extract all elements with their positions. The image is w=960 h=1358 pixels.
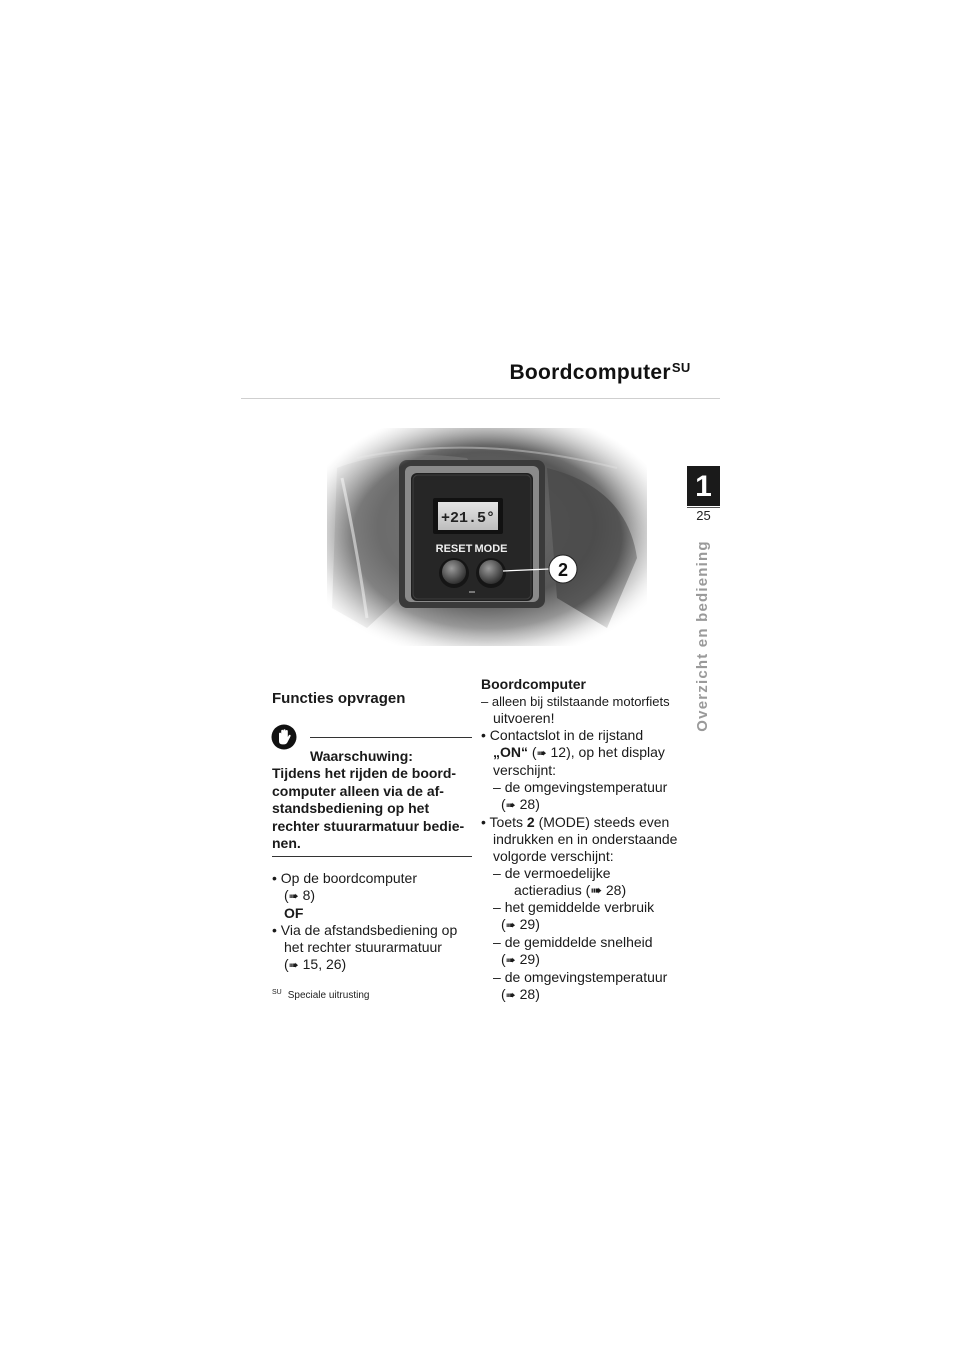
warning-text: Tijdens het rijden de boord-computer alleen via de af-standsbediening op het rechter stuurarmatuur bedie-nen. (272, 765, 465, 851)
section-heading: Functies opvragen (272, 690, 406, 707)
sub-item-ref: (➠ 29) (501, 916, 540, 932)
list-item-cont: het rechter stuurarmatuur (284, 938, 442, 955)
list-item-ref: (➠ 8) (284, 886, 316, 903)
left-column (272, 690, 472, 974)
list-item-cont: volgorde verschijnt: (493, 848, 614, 864)
page-title (480, 360, 720, 385)
sub-item: – de omgevingstemperatuur (493, 779, 668, 795)
page-title-text: Boordcomputer (509, 361, 671, 384)
right-column (481, 676, 681, 1004)
list-item: • Op de boordcomputer (272, 869, 417, 886)
instruction-list (272, 870, 472, 974)
list-item: – alleen bij stilstaande motorfiets (481, 694, 670, 709)
right-heading: Boordcomputer (481, 676, 586, 692)
list-item-cont: indrukken en in onderstaande (493, 831, 678, 847)
sub-item: – de gemiddelde snelheid (493, 934, 653, 950)
list-item: • Toets 2 (MODE) steeds even (481, 814, 670, 830)
sub-item: – de vermoedelijke (493, 865, 611, 881)
boordcomputer-photo (327, 428, 647, 646)
title-rule (241, 398, 720, 399)
page-number: 25 (696, 508, 711, 523)
section-side-label: Overzicht en bediening (694, 540, 711, 732)
warning-title: Waarschuwing: (310, 748, 413, 764)
list-item-or: OF (284, 904, 304, 921)
list-item: • Via de afstandsbediening op (272, 921, 458, 938)
list-item-ref: (➠ 15, 26) (284, 955, 347, 972)
sub-item-ref: (➠ 29) (501, 951, 540, 967)
page-title-superscript: SU (671, 360, 691, 375)
warning-box (272, 737, 472, 857)
footnote: $^{SU}$ Speciale uitrusting (272, 989, 370, 1001)
sub-item: – de omgevingstemperatuur (493, 969, 668, 985)
list-item-cont: „ON“ (➠ 12), op het display (493, 744, 665, 760)
sub-item-ref: (➠ 28) (501, 796, 540, 812)
list-item-cont: verschijnt: (493, 762, 557, 778)
list-item-cont: uitvoeren! (493, 710, 555, 726)
sub-item-ref: (➠ 28) (501, 986, 540, 1002)
chapter-tab: 1 (687, 466, 720, 506)
list-item: • Contactslot in de rijstand (481, 727, 644, 743)
sub-item-cont: actieradius (➠ 28) (514, 882, 627, 898)
warning-hand-icon (271, 724, 297, 750)
sub-item: – het gemiddelde verbruik (493, 899, 655, 915)
